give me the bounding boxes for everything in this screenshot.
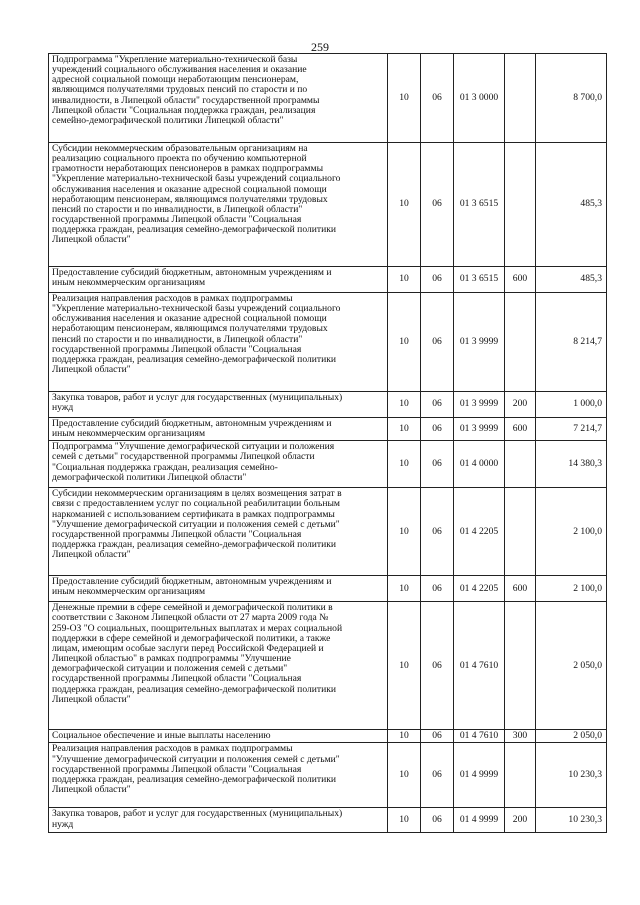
table-row [49,488,607,576]
subsection-code: 06 [421,267,454,293]
section-code: 10 [388,392,421,418]
item-name: Закупка товаров, работ и услуг для государственных (муниципальных) нужд [49,808,388,833]
table-row [49,743,607,808]
target-article-code: 01 4 9999 [454,743,505,808]
amount: 10 230,3 [536,808,607,833]
target-article-code: 01 4 9999 [454,808,505,833]
section-code: 10 [388,54,421,143]
expense-type-code: 300 [505,730,536,743]
subsection-code: 06 [421,54,454,143]
subsection-code: 06 [421,441,454,488]
item-name: Реализация направления расходов в рамках подпрограммы "Укрепление материально-технической базы учреждений социального обслуживания населения и оказание адресной социальной помощи неработающим пенсионерам, являющимся получателями трудовых пенсий по старости и по инвалидности, в Липецкой области" государственной программы Липецкой области "Социальная поддержка граждан, реализация семейно-демографической политики Липецкой области" [49,293,388,392]
item-name: Предоставление субсидий бюджетным, автономным учреждениям и иным некоммерческим организациям [49,267,388,293]
subsection-code: 06 [421,743,454,808]
amount: 485,3 [536,143,607,267]
subsection-code: 06 [421,488,454,576]
section-code: 10 [388,441,421,488]
target-article-code: 01 3 9999 [454,418,505,441]
table-row [49,808,607,833]
expense-type-code [505,743,536,808]
target-article-code: 01 3 9999 [454,293,505,392]
section-code: 10 [388,808,421,833]
expense-type-code [505,441,536,488]
table-row [49,418,607,441]
item-name: Социальное обеспечение и иные выплаты населению [49,730,388,743]
section-code: 10 [388,267,421,293]
table-row [49,143,607,267]
expense-type-code [505,602,536,730]
expense-type-code: 200 [505,808,536,833]
amount: 7 214,7 [536,418,607,441]
expense-type-code [505,143,536,267]
item-name: Подпрограмма "Улучшение демографической ситуации и положения семей с детьми" государственной программы Липецкой области "Социальная поддержка граждан, реализация семейно- демографической политики Липецкой области" [49,441,388,488]
subsection-code: 06 [421,418,454,441]
table-row [49,730,607,743]
item-name: Предоставление субсидий бюджетным, автономным учреждениям и иным некоммерческим организациям [49,576,388,602]
table-row [49,267,607,293]
section-code: 10 [388,143,421,267]
table-row [49,54,607,143]
subsection-code: 06 [421,730,454,743]
budget-table [48,53,607,833]
target-article-code: 01 4 7610 [454,602,505,730]
amount: 2 050,0 [536,730,607,743]
target-article-code: 01 3 9999 [454,392,505,418]
target-article-code: 01 3 6515 [454,143,505,267]
amount: 10 230,3 [536,743,607,808]
table-row [49,602,607,730]
expense-type-code [505,293,536,392]
amount: 1 000,0 [536,392,607,418]
subsection-code: 06 [421,392,454,418]
item-name: Денежные премии в сфере семейной и демографической политики в соответствии с Законом Липецкой области от 27 марта 2009 года № 259-ОЗ "О социальных, поощрительных выплатах и мерах социальной поддержки в сфере семейной и демографической политики, а также лицам, имеющим особые заслуги перед Российской Федерацией и Липецкой областью" в рамках подпрограммы "Улучшение демографической ситуации и положения семей с детьми" государственной программы Липецкой области "Социальная поддержка граждан, реализация семейно-демографической политики Липецкой области" [49,602,388,730]
expense-type-code [505,54,536,143]
subsection-code: 06 [421,143,454,267]
table-row [49,576,607,602]
item-name: Предоставление субсидий бюджетным, автономным учреждениям и иным некоммерческим организациям [49,418,388,441]
amount: 485,3 [536,267,607,293]
page-number: 259 [311,40,329,54]
target-article-code: 01 3 6515 [454,267,505,293]
amount: 14 380,3 [536,441,607,488]
subsection-code: 06 [421,576,454,602]
amount: 2 100,0 [536,576,607,602]
expense-type-code: 600 [505,418,536,441]
section-code: 10 [388,488,421,576]
amount: 2 050,0 [536,602,607,730]
item-name: Закупка товаров, работ и услуг для государственных (муниципальных) нужд [49,392,388,418]
table-row [49,293,607,392]
item-name: Реализация направления расходов в рамках подпрограммы "Улучшение демографической ситуации и положения семей с детьми" государственной программы Липецкой области "Социальная поддержка граждан, реализация семейно-демографической политики Липецкой области" [49,743,388,808]
target-article-code: 01 4 7610 [454,730,505,743]
expense-type-code: 200 [505,392,536,418]
section-code: 10 [388,418,421,441]
section-code: 10 [388,743,421,808]
table-row [49,392,607,418]
amount: 8 214,7 [536,293,607,392]
section-code: 10 [388,576,421,602]
item-name: Субсидии некоммерческим организациям в целях возмещения затрат в связи с предоставлением услуг по социальной реабилитации больным наркоманией с использованием сертификата в рамках подпрограммы "Улучшение демографической ситуации и положения семей с детьми" государственной программы Липецкой области "Социальная поддержка граждан, реализация семейно-демографической политики Липецкой области" [49,488,388,576]
expense-type-code: 600 [505,267,536,293]
item-name: Подпрограмма "Укрепление материально-технической базы учреждений социального обслуживания населения и оказание адресной социальной помощи неработающим пенсионерам, являющимся получателями трудовых пенсий по старости и по инвалидности, в Липецкой области" государственной программы Липецкой области "Социальная поддержка граждан, реализация семейно-демографической политики Липецкой области" [49,54,388,143]
amount: 2 100,0 [536,488,607,576]
section-code: 10 [388,602,421,730]
subsection-code: 06 [421,602,454,730]
amount: 8 700,0 [536,54,607,143]
target-article-code: 01 3 0000 [454,54,505,143]
target-article-code: 01 4 2205 [454,576,505,602]
section-code: 10 [388,730,421,743]
budget-table-body [49,54,607,833]
target-article-code: 01 4 2205 [454,488,505,576]
target-article-code: 01 4 0000 [454,441,505,488]
section-code: 10 [388,293,421,392]
table-row [49,441,607,488]
subsection-code: 06 [421,293,454,392]
item-name: Субсидии некоммерческим образовательным организациям на реализацию социального проекта по обучению компьютерной грамотности неработающих пенсионеров в рамках подпрограммы "Укрепление материально-технической базы учреждений социального обслуживания населения и оказание адресной социальной помощи неработающим пенсионерам, являющимся получателями трудовых пенсий по старости и по инвалидности, в Липецкой области" государственной программы Липецкой области "Социальная поддержка граждан, реализация семейно-демографической политики Липецкой области" [49,143,388,267]
expense-type-code: 600 [505,576,536,602]
expense-type-code [505,488,536,576]
subsection-code: 06 [421,808,454,833]
